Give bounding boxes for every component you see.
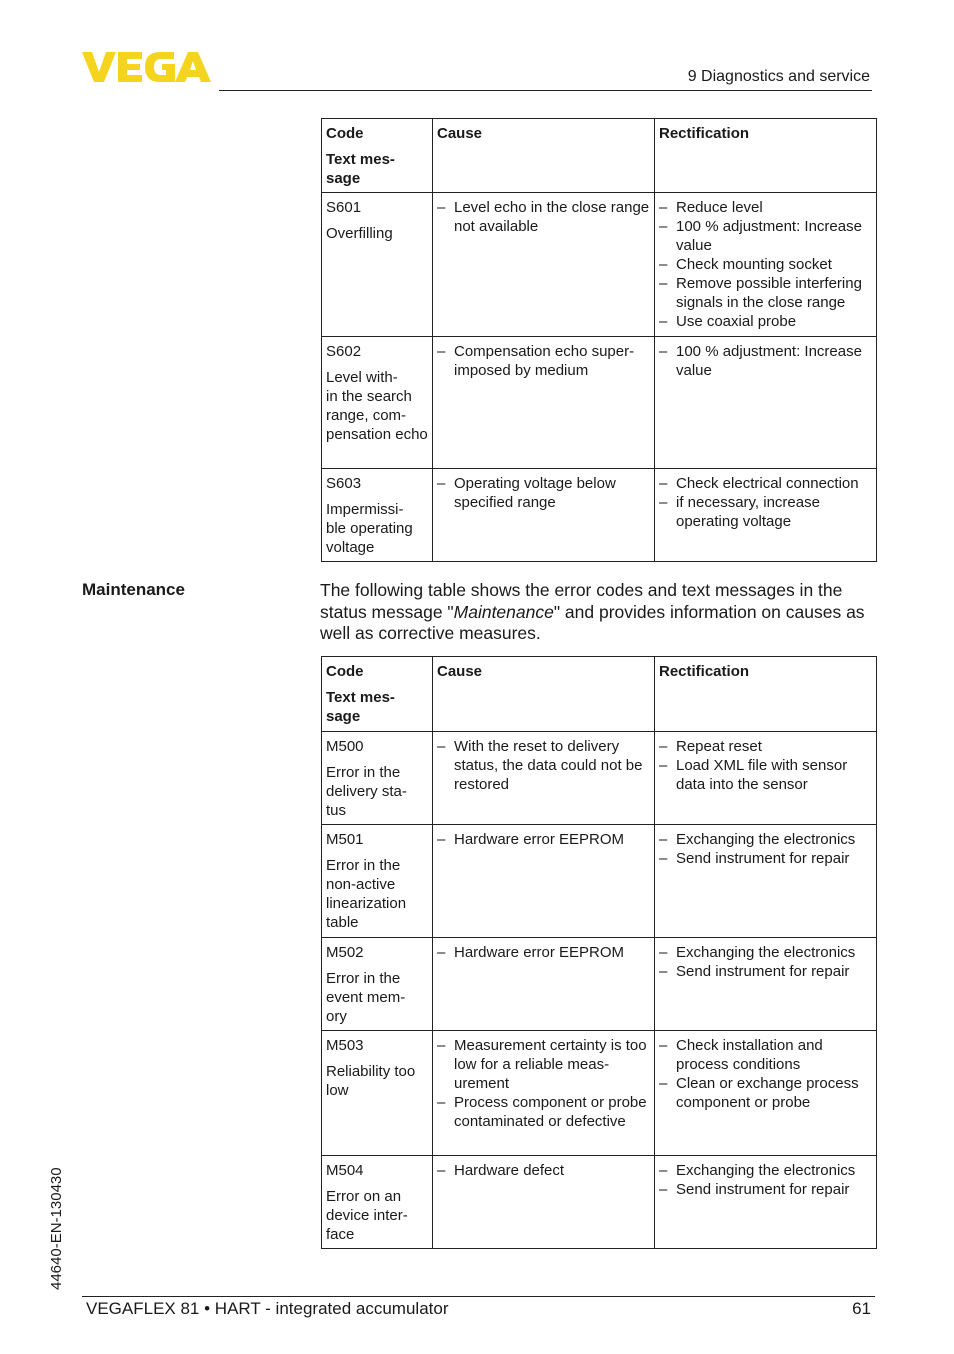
error-text-message: Error in the delivery sta- tus (326, 764, 407, 819)
page-number: 61 (852, 1299, 871, 1318)
rectification-item: – Reduce level (659, 198, 872, 217)
cause-item: – With the reset to delivery status, the data could not be restored (437, 737, 650, 794)
error-code: M500 (326, 738, 364, 755)
rectification-item: – Exchanging the electronics (659, 830, 872, 849)
header-cause: Cause (437, 125, 483, 142)
rectification-item: – Check installation and process conditions (659, 1036, 872, 1074)
error-text-message: Impermissi- ble operating voltage (326, 501, 413, 556)
header-cause: Cause (437, 663, 483, 680)
code-cell (322, 732, 433, 825)
rectification-cell (655, 825, 877, 938)
cause-cell (433, 938, 655, 1031)
error-text-message: Error in the non-active linearization table (326, 857, 407, 931)
vega-logo (82, 50, 212, 84)
rectification-list (659, 342, 872, 380)
error-code: M501 (326, 831, 364, 848)
rectification-cell (655, 1156, 877, 1249)
cause-cell (433, 469, 655, 562)
cause-item: – Compensation echo super- imposed by medium (437, 342, 650, 380)
error-code: S601 (326, 199, 362, 216)
error-code: S603 (326, 475, 362, 492)
rectification-list (659, 1161, 872, 1199)
cause-list (437, 342, 650, 380)
rectification-cell (655, 337, 877, 469)
cause-item: – Process component or probe contaminated or defective (437, 1093, 650, 1131)
rectification-item: – Repeat reset (659, 737, 872, 756)
error-code: M502 (326, 944, 364, 961)
error-code: M504 (326, 1162, 364, 1179)
table-row (322, 193, 877, 337)
cause-item: – Hardware defect (437, 1161, 650, 1180)
code-cell (322, 193, 433, 337)
cause-list (437, 1161, 650, 1180)
cause-list (437, 1036, 650, 1131)
rectification-item: – 100 % adjustment: Increase value (659, 342, 872, 380)
rectification-list (659, 474, 872, 531)
rectification-item: – Remove possible interfering signals in the close range (659, 274, 872, 312)
header-rectification: Rectification (659, 125, 750, 142)
header-code-cell (322, 119, 433, 193)
cause-cell (433, 1031, 655, 1156)
rectification-item: – Check mounting socket (659, 255, 872, 274)
rectification-cell (655, 469, 877, 562)
rectification-item: – Exchanging the electronics (659, 943, 872, 962)
table-row (322, 938, 877, 1031)
header-rectification: Rectification (659, 663, 750, 680)
rectification-item: – 100 % adjustment: Increase value (659, 217, 872, 255)
table-row (322, 1031, 877, 1156)
cause-list (437, 737, 650, 794)
header-rectification-cell (655, 657, 877, 732)
cause-item: – Operating voltage below specified range (437, 474, 650, 512)
header-code: Code (326, 125, 364, 142)
error-table-maintenance (321, 656, 877, 1249)
cause-list (437, 830, 650, 849)
header-text-message: Text mes- sage (326, 151, 395, 187)
cause-cell (433, 825, 655, 938)
table-row (322, 469, 877, 562)
error-table-failure (321, 118, 877, 562)
header-cause-cell (433, 657, 655, 732)
table-header-row (322, 119, 877, 193)
rectification-list (659, 737, 872, 794)
rectification-list (659, 943, 872, 981)
cause-list (437, 474, 650, 512)
rectification-item: – if necessary, increase operating voltage (659, 493, 872, 531)
rectification-item: – Send instrument for repair (659, 849, 872, 868)
error-code: S602 (326, 343, 362, 360)
cause-list (437, 943, 650, 962)
cause-list (437, 198, 650, 236)
rectification-item: – Clean or exchange process component or probe (659, 1074, 872, 1112)
rectification-list (659, 1036, 872, 1112)
error-text-message: Error on an device inter- face (326, 1188, 408, 1243)
rectification-cell (655, 938, 877, 1031)
cause-item: – Hardware error EEPROM (437, 830, 650, 849)
cause-item: – Hardware error EEPROM (437, 943, 650, 962)
code-cell (322, 469, 433, 562)
document-number: 44640-EN-130430 (48, 1167, 65, 1290)
header-cause-cell (433, 119, 655, 193)
table-row (322, 732, 877, 825)
error-text-message: Level with- in the search range, com- pensation echo (326, 369, 428, 443)
table-row (322, 1156, 877, 1249)
rectification-item: – Send instrument for repair (659, 1180, 872, 1199)
table-header-row (322, 657, 877, 732)
code-cell (322, 825, 433, 938)
header-rectification-cell (655, 119, 877, 193)
cause-cell (433, 193, 655, 337)
error-code: M503 (326, 1037, 364, 1054)
header-text-message: Text mes- sage (326, 689, 395, 725)
cause-item: – Measurement certainty is too low for a reliable meas- urement (437, 1036, 650, 1093)
cause-cell (433, 337, 655, 469)
code-cell (322, 337, 433, 469)
cause-item: – Level echo in the close range not available (437, 198, 650, 236)
rectification-cell (655, 732, 877, 825)
rectification-item: – Exchanging the electronics (659, 1161, 872, 1180)
footer-rule (82, 1296, 875, 1297)
table-row (322, 825, 877, 938)
section-title: 9 Diagnostics and service (687, 68, 870, 85)
maintenance-intro: The following table shows the error codes and text messages in the status message "Maintenance" and provides information on causes as well as corrective measures. (320, 580, 865, 643)
header-rule (219, 90, 872, 91)
maintenance-heading: Maintenance (82, 580, 185, 599)
error-text-message: Overfilling (326, 225, 393, 242)
rectification-list (659, 830, 872, 868)
error-text-message: Error in the event mem- ory (326, 970, 406, 1025)
rectification-list (659, 198, 872, 331)
footer-product: VEGAFLEX 81 • HART - integrated accumulator (86, 1299, 449, 1318)
cause-cell (433, 732, 655, 825)
code-cell (322, 1156, 433, 1249)
table-row (322, 337, 877, 469)
rectification-item: – Check electrical connection (659, 474, 872, 493)
rectification-item: – Load XML file with sensor data into the sensor (659, 756, 872, 794)
header-code-cell (322, 657, 433, 732)
cause-cell (433, 1156, 655, 1249)
rectification-item: – Use coaxial probe (659, 312, 872, 331)
header-code: Code (326, 663, 364, 680)
rectification-cell (655, 193, 877, 337)
code-cell (322, 1031, 433, 1156)
code-cell (322, 938, 433, 1031)
error-text-message: Reliability too low (326, 1063, 416, 1099)
rectification-cell (655, 1031, 877, 1156)
rectification-item: – Send instrument for repair (659, 962, 872, 981)
